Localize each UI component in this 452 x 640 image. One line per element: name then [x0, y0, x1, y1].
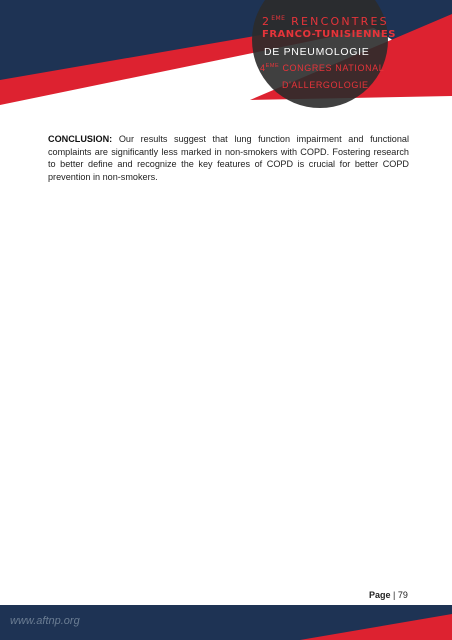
conclusion-paragraph — [48, 133, 409, 183]
conclusion-label: CONCLUSION: — [48, 134, 113, 145]
logo-line-allergologie: D'ALLERGOLOGIE — [282, 80, 369, 90]
logo-line-pneumologie: DE PNEUMOLOGIE — [264, 46, 370, 58]
logo-line-congres: 4EME CONGRES NATIONAL — [260, 63, 385, 73]
page-label: Page — [369, 590, 391, 600]
logo-line-rencontres: 2EME RENCONTRES — [262, 15, 389, 28]
page-number — [369, 590, 408, 600]
logo-line-franco-tunisiennes: FRANCO-TUNISIENNES — [262, 29, 396, 40]
page-separator: | — [393, 590, 396, 600]
page-header-banner — [0, 0, 452, 115]
conclusion-text: Our results suggest that lung function impairment and functional complaints are significantly less marked in non-smokers with COPD. Fostering research to better define and recognize the key features of COPD is crucial for better COPD prevention in non-smokers. — [48, 134, 409, 182]
footer-website-link[interactable]: www.aftnp.org — [10, 615, 80, 627]
page-footer-banner — [0, 605, 452, 640]
page-number-value: 79 — [397, 590, 408, 600]
congress-logo — [252, 0, 402, 112]
